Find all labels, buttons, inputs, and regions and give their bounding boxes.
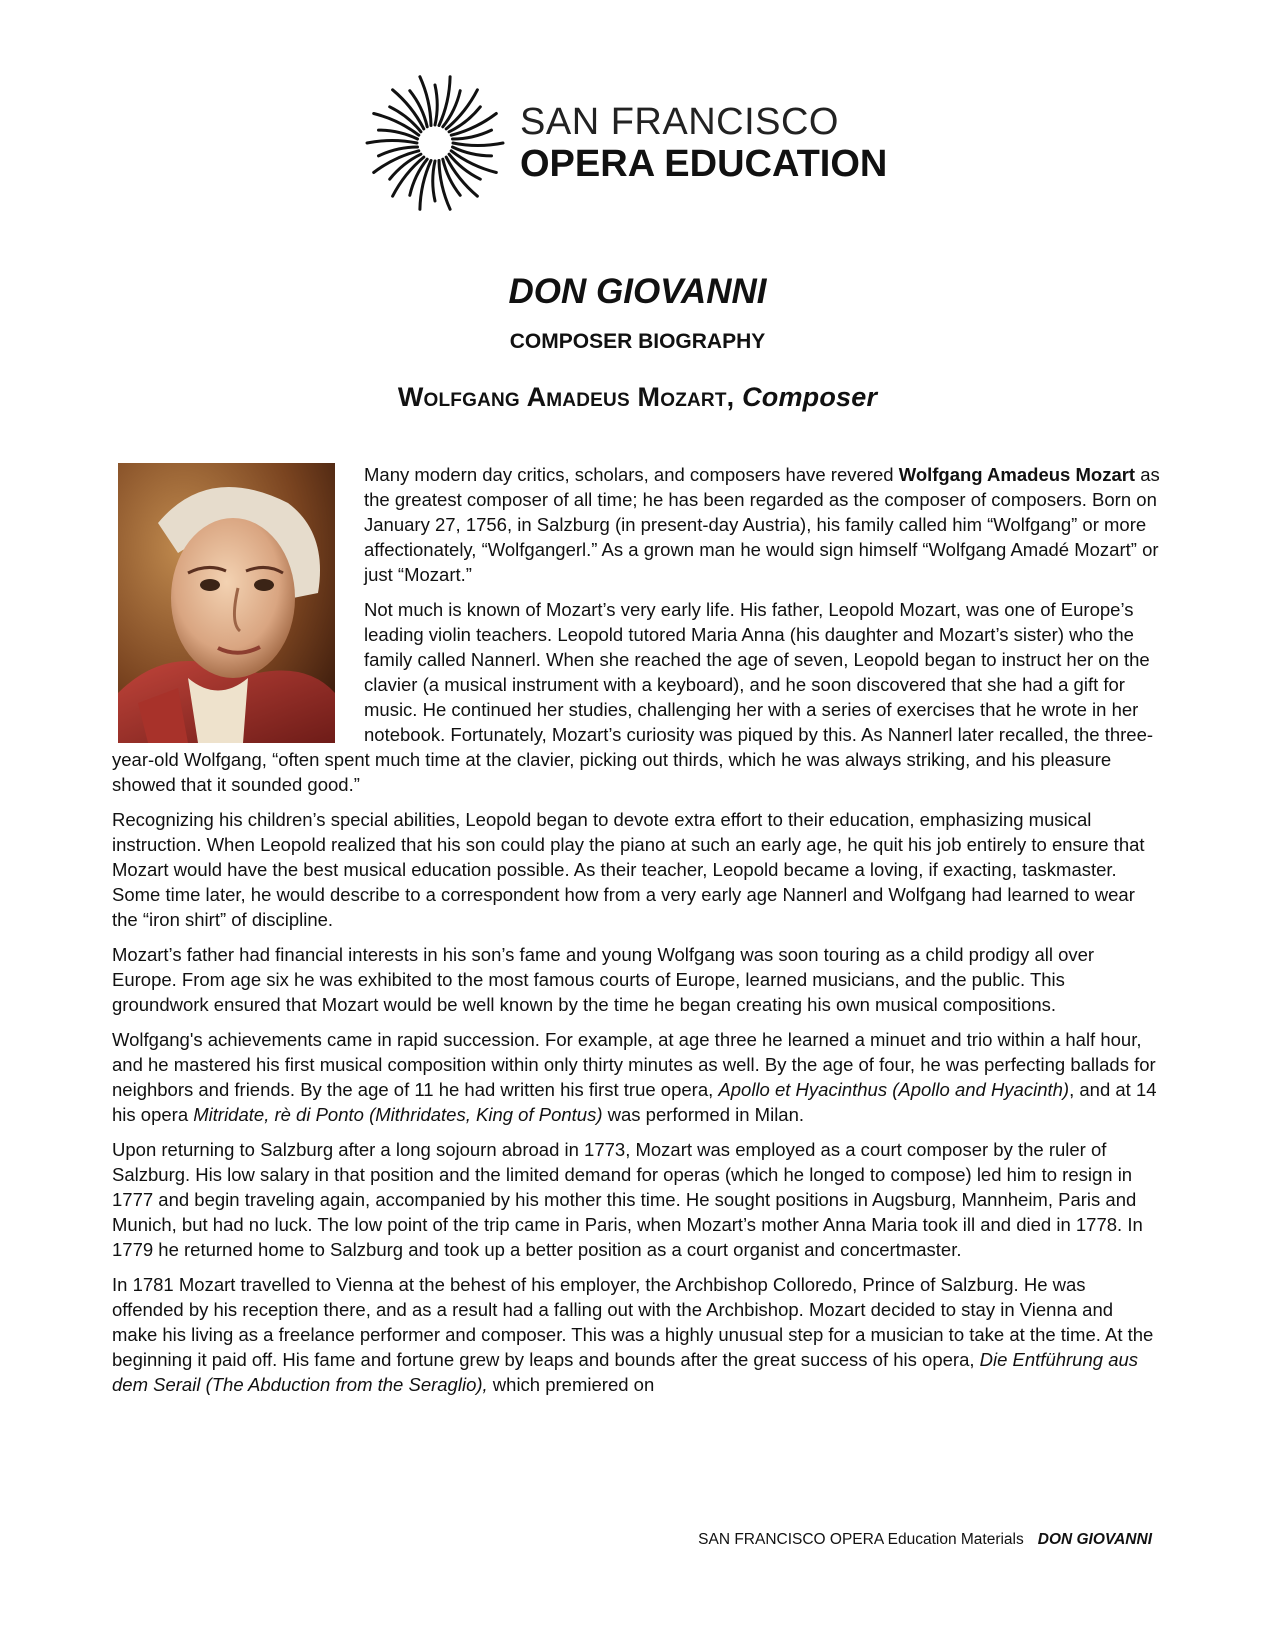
logo-ray [433,161,435,201]
paragraph-3: Recognizing his children’s special abilities, Leopold began to devote extra effort to their education, emphasizing musical instruction. When Leopold realized that his son could play the piano at such an early age, he quit his job entirely to ensure that Mozart would have the best musical education possible. As their teacher, Leopold became a loving, if exacting, taskmaster. Some time later, he would describe to a correspondent how from a very early age Nannerl and Wolfgang had learned to wear the “iron shirt” of discipline. [112,809,1145,930]
portrait-spacer [112,462,364,747]
paragraph-2: Not much is known of Mozart’s very early life. His father, Leopold Mozart, was one of Europe’s leading violin teachers. Leopold tutored Maria Anna (his daughter and Mozart’s sister) who the family called Nannerl. When she reached the age of seven, Leopold began to instruct her on the clavier (a musical instrument with a keyboard), and he soon discovered that she had a gift for music. He continued her studies, challenging her with a series of exercises that he wrote in her notebook. Fortunately, Mozart’s curiosity was piqued by this. As Nannerl later recalled, the three-year-old Wolfgang, “often spent much time at the clavier, picking out thirds, which he was always striking, and his pleasure showed that it sounded good.” [112,599,1154,795]
page-subtitle: COMPOSER BIOGRAPHY [509,330,766,353]
footer-title: DON GIOVANNI [1037,1531,1152,1548]
sf-opera-education-logo [360,68,920,218]
logo-wordmark [520,103,887,183]
paragraph-1: Many modern day critics, scholars, and composers have revered Wolfgang Amadeus Mozart as the greatest composer of all time; he has been regarded as the composer of composers. Born on January 27, 1756, in Salzburg (in present-day Austria), his family called him “Wolfgang” or more affectionately, “Wolfgangerl.” As a grown man he would sign himself “Wolfgang Amadé Mozart” or just “Mozart.” [364,464,1160,585]
logo-line-2: OPERA EDUCATION [520,143,888,185]
logo-ray [367,140,417,143]
paragraph-7: In 1781 Mozart travelled to Vienna at the behest of his employer, the Archbishop Colloredo, Prince of Salzburg. He was offended by his reception there, and as a result had a falling out with the Archbishop. Mozart decided to stay in Vienna and make his living as a freelance performer and composer. This was a highly unusual step for a musician to take at the time. At the beginning it paid off. His fame and fortune grew by leaps and bounds after the great success of his opera, Die Entführung aus dem Serail (The Abduction from the Seraglio), which premiered on [112,1274,1154,1395]
page-title: DON GIOVANNI [508,272,767,311]
logo-ray [435,85,437,125]
footer-org: SAN FRANCISCO OPERA Education Materials [698,1531,1024,1548]
composer-role: Composer [742,382,878,412]
composer-heading [0,382,1275,413]
starburst-logo-icon [360,68,510,218]
paragraph-4: Mozart’s father had financial interests in his son’s fame and young Wolfgang was soon touring as a child prodigy all over Europe. From age six he was exhibited to the most famous courts of Europe, learned musicians, and the public. This groundwork ensured that Mozart would be well known by the time he began creating his own musical compositions. [112,944,1095,1015]
logo-ray [453,143,503,146]
biography-text [112,462,1160,1407]
paragraph-6: Upon returning to Salzburg after a long sojourn abroad in 1773, Mozart was employed as a court composer by the ruler of Salzburg. His low salary in that position and the limited demand for operas (which he longed to compose) led him to resign in 1777 and begin traveling again, accompanied by his mother this time. He sought positions in Augsburg, Mannheim, Paris and Munich, but had no luck. The low point of the trip came in Paris, when Mozart’s mother Anna Maria took ill and died in 1778. In 1779 he returned home to Salzburg and took up a better position as a court organist and concertmaster. [112,1139,1143,1260]
composer-name: Wolfgang Amadeus Mozart, [397,382,735,412]
logo-line-1: SAN FRANCISCO [520,101,839,143]
page-footer [698,1531,1152,1549]
paragraph-5: Wolfgang's achievements came in rapid succession. For example, at age three he learned a minuet and trio within a half hour, and he mastered his first musical composition within only thirty minutes as well. By the age of four, he was perfecting ballads for neighbors and friends. By the age of 11 he had written his first true opera, Apollo et Hyacinthus (Apollo and Hyacinth), and at 14 his opera Mitridate, rè di Ponto (Mithridates, King of Pontus) was performed in Milan. [112,1029,1157,1125]
